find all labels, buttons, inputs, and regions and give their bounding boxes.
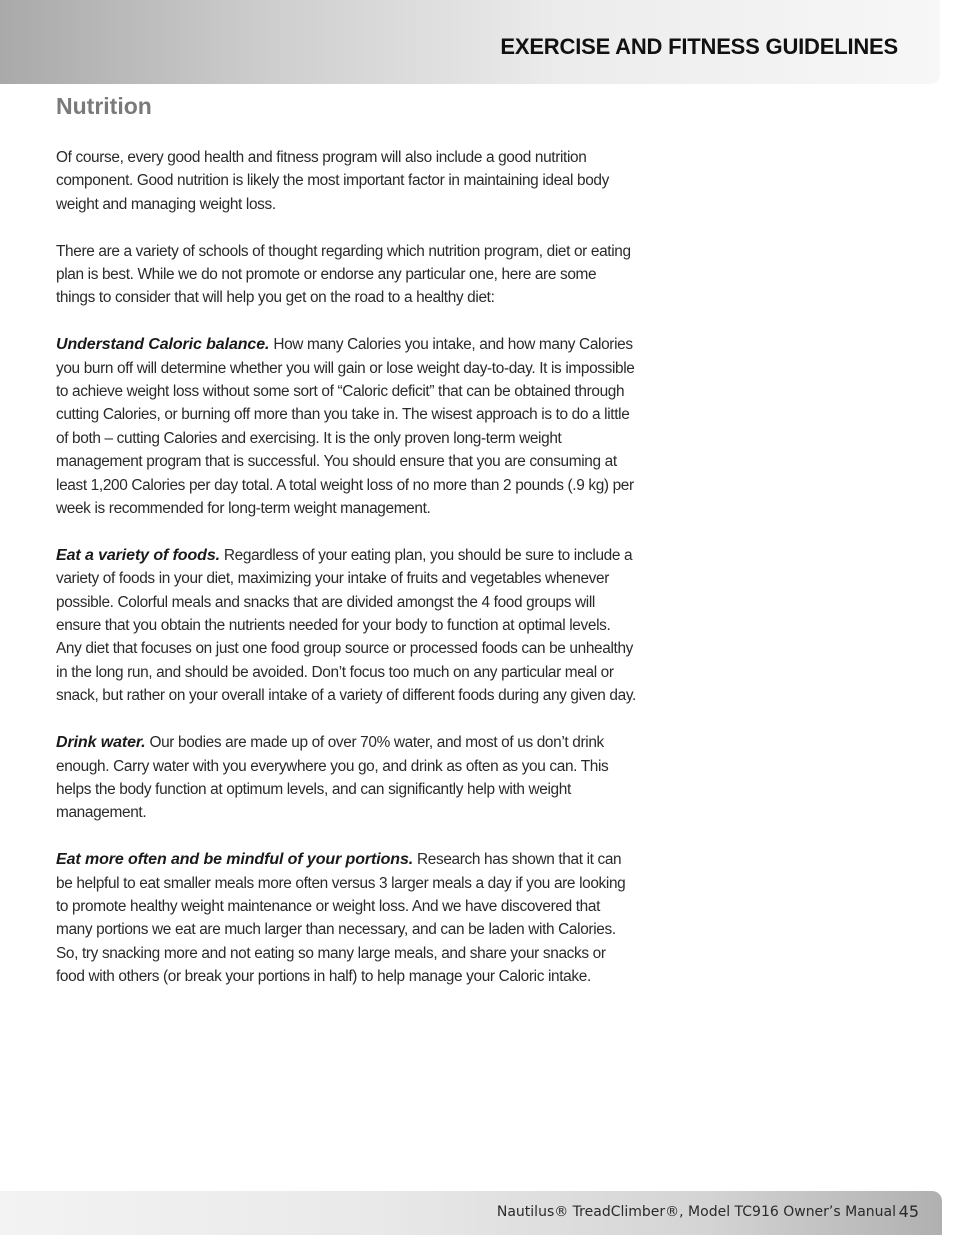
paragraph-text: How many Calories you intake, and how many Calories you burn off will determine whether you will gain or lose weight day-to-day. It is impossible to achieve weight loss without some sort of “Caloric deficit” that can be obtained through cutting Calories, or burning off more than you take in. The wisest approach is to do a little of both – cutting Calories and exercising. It is the only proven long-term weight management program that is successful. You should ensure that you are consuming at least 1,200 Calories per day total. A total weight loss of no more than 2 pounds (.9 kg) per week is recommended for long-term weight management. [56,336,635,518]
paragraph-lead: Eat more often and be mindful of your portions. [56,851,414,869]
paragraph-text: There are a variety of schools of thought regarding which nutrition program, diet or eating plan is best. While we do not promote or endorse any particular one, here are some things to consider that will help you get on the road to a healthy diet: [56,242,631,307]
paragraph-intro [56,146,636,216]
page-header-title: EXERCISE AND FITNESS GUIDELINES [500,34,898,59]
section-title: Nutrition [56,93,152,119]
paragraph-text: Research has shown that it can be helpful to eat smaller meals more often versus 3 larger meals a day if you are looking to promote healthy weight maintenance or weight loss. And we have discovered that many portions we eat are much larger than necessary, and can be laden with Calories. So, try snacking more and not eating so many large meals, and share your snacks or food with others (or break your portions in half) to help manage your Caloric intake. [56,851,626,986]
paragraph-lead: Understand Caloric balance. [56,336,270,354]
paragraph-portions [56,848,636,988]
paragraph-caloric-balance [56,333,636,520]
paragraph-lead: Eat a variety of foods. [56,546,220,564]
paragraph-variety-foods [56,544,636,708]
body-content [56,146,636,1012]
footer-manual-title: Nautilus® TreadClimber®, Model TC916 Owner’s Manual [496,1204,896,1220]
paragraph-text: Our bodies are made up of over 70% water, and most of us don’t drink enough. Carry water with you everywhere you go, and drink as often as you can. This helps the body function at optimum levels, and can significantly help with weight management. [56,734,609,822]
paragraph-text: Regardless of your eating plan, you should be sure to include a variety of foods in your diet, maximizing your intake of fruits and vegetables whenever possible. Colorful meals and snacks that are divided amongst the 4 food groups will ensure that you obtain the nutrients needed for your body to function at optimal levels. Any diet that focuses on just one food group source or processed foods can be unhealthy in the long run, and should be avoided. Don’t focus too much on any particular meal or snack, but rather on your overall intake of a variety of different foods during any given day. [56,546,636,705]
paragraph-drink-water [56,731,636,825]
page-number: 45 [898,1202,919,1221]
paragraph-schools [56,240,636,310]
paragraph-text: Of course, every good health and fitness program will also include a good nutrition component. Good nutrition is likely the most important factor in maintaining ideal body weight and managing weight loss. [56,149,609,213]
paragraph-lead: Drink water. [56,734,146,752]
